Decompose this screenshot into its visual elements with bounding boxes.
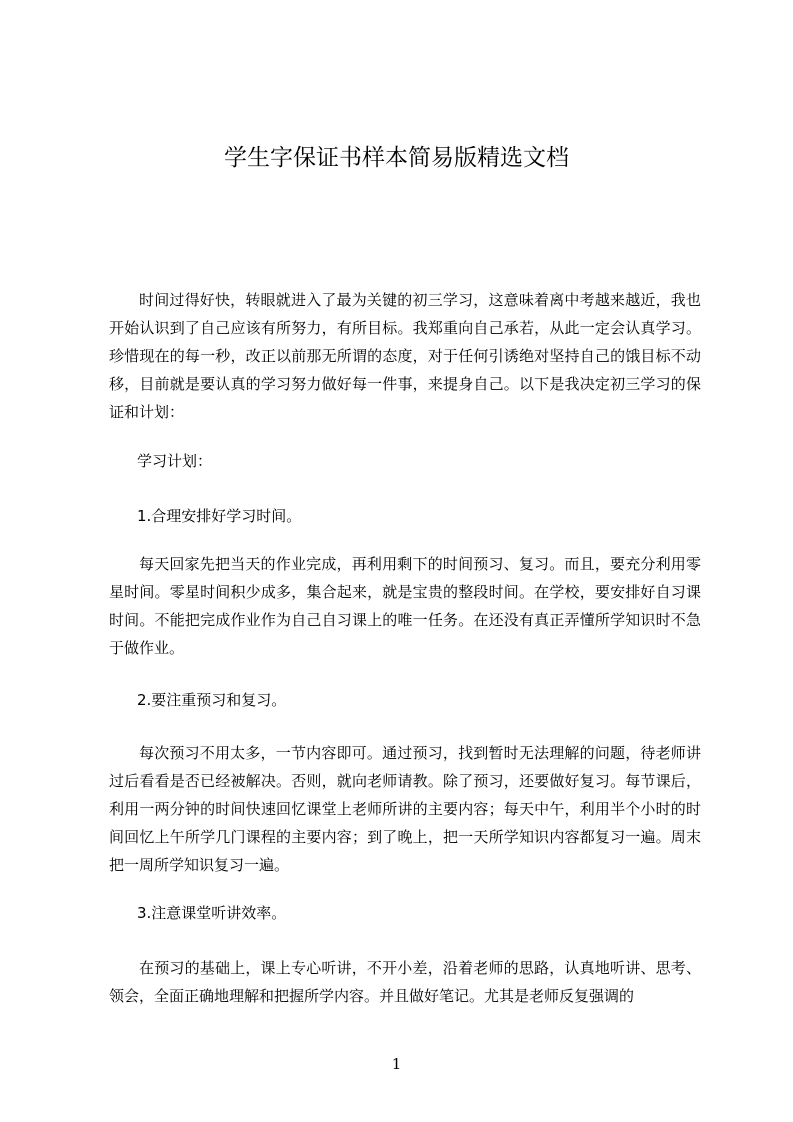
item3-paragraph: 在预习的基础上，课上专心听讲，不开小差，沿着老师的思路，认真地听讲、思考、领会，全面正确地理解和把握所学内容。并且做好笔记。尤其是老师反复强调的	[109, 959, 701, 1005]
item3-heading: 3.注意课堂听讲效率。	[137, 904, 287, 922]
intro-paragraph: 时间过得好快，转眼就进入了最为关键的初三学习，这意味着离中考越来越近，我也开始认识到了自己应该有所努力，有所目标。我郑重向自己承若，从此一定会认真学习。珍惜现在的每一秒，改正以前那无所谓的态度，对于任何引诱绝对坚持自己的饿目标不动移，目前就是要认真的学习努力做好每一件事，来提身自己。以下是我决定初三学习的保证和计划：	[109, 291, 701, 421]
item2-heading: 2.要注重预习和复习。	[137, 691, 287, 709]
page-number: 1	[391, 1055, 402, 1073]
plan-heading: 学习计划：	[137, 452, 213, 470]
document-title: 学生字保证书样本简易版精选文档	[224, 145, 569, 171]
item1-paragraph: 每天回家先把当天的作业完成，再利用剩下的时间预习、复习。而且，要充分利用零星时间。零星时间积少成多，集合起来，就是宝贵的整段时间。在学校，要安排好自习课时间。不能把完成作业作为自己自习课上的唯一任务。在还没有真正弄懂所学知识时不急于做作业。	[109, 555, 701, 657]
item1-heading: 1.合理安排好学习时间。	[137, 507, 302, 525]
item2-paragraph: 每次预习不用太多，一节内容即可。通过预习，找到暂时无法理解的问题，待老师讲过后看看是否已经被解决。否则，就向老师请教。除了预习，还要做好复习。每节课后，利用一两分钟的时间快速回忆课堂上老师所讲的主要内容；每天中午，利用半个小时的时间回忆上午所学几门课程的主要内容；到了晚上，把一天所学知识内容都复习一遍。周末把一周所学知识复习一遍。	[109, 744, 701, 874]
